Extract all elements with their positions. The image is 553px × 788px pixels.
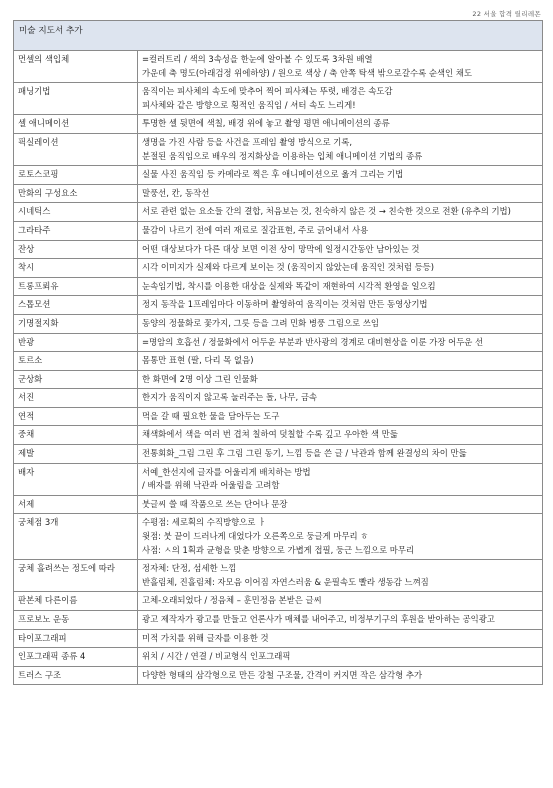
definition-line: 움직이는 피사체의 속도에 맞추어 찍어 피사체는 뚜렷, 배경은 속도감 [142, 86, 393, 97]
definition-line: 가운데 축 명도(아래검정 위에하양) / 원으로 색상 / 축 안쪽 탁색 밖으로갈수록 순색인 채도 [142, 67, 472, 78]
definition-line: 붓글씨 쓸 때 작품으로 쓰는 단어나 문장 [142, 498, 288, 509]
definition-line: 동양의 정물화로 꽃가지, 그릇 등을 그려 민화 병풍 그림으로 쓰임 [142, 317, 379, 328]
table-row [14, 277, 543, 296]
term-cell: 패닝기법 [14, 83, 138, 115]
table-row [14, 203, 543, 222]
definition-line: 몸통만 표현 (팔, 다리 목 없음) [142, 355, 254, 366]
definition-cell [138, 259, 543, 278]
table-body [14, 51, 543, 685]
definition-line: 사점: ㅅ의 1획과 균형을 맞춘 방향으로 가볍게 접필, 둥근 느낌으로 마무리 [142, 544, 415, 555]
term-cell: 판본체 다른이름 [14, 592, 138, 611]
table-row [14, 133, 543, 165]
table-row [14, 407, 543, 426]
definition-cell [138, 296, 543, 315]
definition-cell [138, 514, 543, 560]
table-row [14, 514, 543, 560]
definition-line: 한지가 움직이지 않고록 눌러주는 돌, 나무, 금속 [142, 392, 318, 403]
definition-line: 정지 동작을 1프레임마다 이동하며 촬영하여 움직이는 것처럼 만든 동영상기법 [142, 299, 428, 310]
term-cell: 기명절지화 [14, 314, 138, 333]
table-title: 미술 지도서 추가 [14, 21, 543, 51]
table-row [14, 83, 543, 115]
definition-line: 전통회화_그림 그린 후 그림 그린 동기, 느낌 등을 쓴 글 / 낙관과 함께 완결성의 차이 만듦 [142, 448, 467, 459]
art-terms-table [13, 20, 543, 685]
table-row [14, 495, 543, 514]
definition-line: 시각 이미지가 실제와 다르게 보이는 것 (움직이지 않았는데 움직인 것처럼 등등) [142, 262, 435, 273]
table-row [14, 166, 543, 185]
table-row [14, 648, 543, 667]
definition-line: / 배자를 위해 낙관과 어울림을 고려함 [142, 480, 280, 491]
definition-line: 실물 사진 움직임 등 카메라로 찍은 후 애니메이션으로 옮겨 그리는 기법 [142, 169, 404, 180]
term-cell: 궁체점 3개 [14, 514, 138, 560]
table-row [14, 240, 543, 259]
table-row [14, 560, 543, 592]
definition-line: 수평점: 세로획의 수직방향으로 ㅏ [142, 517, 267, 528]
definition-line: 말풍선, 칸, 동작선 [142, 187, 210, 198]
definition-line: 고체-오래되었다 / 정음체 – 훈민정음 본받은 글씨 [142, 595, 322, 606]
term-cell: 착시 [14, 259, 138, 278]
term-cell: 토르소 [14, 352, 138, 371]
definition-cell [138, 629, 543, 648]
definition-line: 채색화에서 색을 여러 번 겹쳐 칠하여 덧칠할 수록 깊고 우아한 색 만듦 [142, 429, 398, 440]
definition-cell [138, 166, 543, 185]
term-cell: 먼셀의 색입체 [14, 51, 138, 83]
table-row [14, 51, 543, 83]
definition-line: 피사체와 같은 방향으로 횡적인 움직임 / 셔터 속도 느리게! [142, 99, 356, 110]
table-row [14, 352, 543, 371]
term-cell: 만화의 구성요소 [14, 184, 138, 203]
definition-cell [138, 426, 543, 445]
definition-cell [138, 240, 543, 259]
table-row [14, 221, 543, 240]
table-header-row [14, 21, 543, 51]
definition-cell [138, 495, 543, 514]
definition-cell [138, 115, 543, 134]
definition-line: =컬러트리 / 색의 3속성을 한눈에 알아볼 수 있도록 3차원 배열 [142, 54, 373, 64]
definition-cell [138, 133, 543, 165]
definition-cell [138, 611, 543, 630]
definition-line: 분절된 움직임으로 배우의 정지화상을 이용하는 입체 애니메이션 기법의 종류 [142, 150, 423, 161]
table-row [14, 389, 543, 408]
definition-cell [138, 184, 543, 203]
term-cell: 연적 [14, 407, 138, 426]
definition-cell [138, 407, 543, 426]
definition-line: 위치 / 시간 / 연결 / 비교형식 인포그래픽 [142, 651, 291, 662]
definition-line: 투명한 셀 뒷면에 색칠, 배경 위에 놓고 촬영 평면 애니메이션의 종류 [142, 118, 390, 129]
term-cell: 서제 [14, 495, 138, 514]
term-cell: 트러스 구조 [14, 666, 138, 685]
definition-line: 다양한 형태의 삼각형으로 만든 강철 구조물, 간격이 커지면 작은 삼각형 추가 [142, 669, 423, 680]
definition-cell [138, 51, 543, 83]
definition-line: 정자체: 단정, 섬세한 느낌 [142, 563, 237, 574]
page-header-label: 22 서울 합격 릴리레몬 [472, 10, 541, 18]
term-cell: 타이포그래피 [14, 629, 138, 648]
term-cell: 궁체 흘려쓰는 정도에 따라 [14, 560, 138, 592]
definition-cell [138, 560, 543, 592]
definition-cell [138, 83, 543, 115]
definition-cell [138, 666, 543, 685]
term-cell: 잔상 [14, 240, 138, 259]
definition-cell [138, 277, 543, 296]
term-cell: 군상화 [14, 370, 138, 389]
table-row [14, 592, 543, 611]
term-cell: 그라타주 [14, 221, 138, 240]
table-row [14, 296, 543, 315]
term-cell: 픽실레이션 [14, 133, 138, 165]
definition-cell [138, 203, 543, 222]
definition-cell [138, 389, 543, 408]
term-cell: 시네틱스 [14, 203, 138, 222]
table-row [14, 314, 543, 333]
definition-line: =명암의 호흡선 / 정물화에서 어두운 부분과 반사광의 경계로 대비현상을 이룬 가장 어두운 선 [142, 336, 484, 347]
definition-line: 광고 제작자가 광고를 만들고 언론사가 매체를 내어주고, 비정부기구의 후원을 받아하는 공익광고 [142, 614, 495, 624]
term-cell: 제발 [14, 445, 138, 464]
definition-line: 눈속임기법, 착시를 이용한 대상을 실제와 똑같이 재현하여 시각적 환영을 일으킴 [142, 280, 436, 291]
definition-cell [138, 445, 543, 464]
term-cell: 스톱모션 [14, 296, 138, 315]
definition-cell [138, 463, 543, 495]
definition-cell [138, 221, 543, 240]
term-cell: 인포그래픽 종류 4 [14, 648, 138, 667]
definition-line: 한 화면에 2명 이상 그린 인물화 [142, 373, 258, 384]
definition-line: 물감이 나르기 전에 여러 재료로 질감표현, 주로 긁어내서 사용 [142, 224, 369, 235]
definition-cell [138, 333, 543, 352]
term-cell: 중채 [14, 426, 138, 445]
definition-line: 반흘림체, 진흘림체: 자모음 이어짐 자연스러움 & 운필속도 빨라 생동감 느껴짐 [142, 576, 429, 587]
definition-line: 윗점: 붓 끝이 드러나게 대었다가 오른쪽으로 둥글게 마무리 ㅎ [142, 531, 369, 542]
definition-line: 먹을 갈 때 필요한 물을 담아두는 도구 [142, 410, 280, 421]
table-row [14, 463, 543, 495]
table-row [14, 666, 543, 685]
term-cell: 반광 [14, 333, 138, 352]
term-cell: 트롱프뢰유 [14, 277, 138, 296]
table-row [14, 445, 543, 464]
definition-line: 생명을 가진 사람 등을 사건을 프레임 촬영 방식으로 기록, [142, 136, 353, 147]
definition-cell [138, 352, 543, 371]
table-row [14, 611, 543, 630]
definition-line: 어떤 대상보다가 다른 대상 보면 이전 상이 망막에 일정시간동안 남아있는 것 [142, 243, 420, 254]
table-row [14, 629, 543, 648]
definition-line: 미적 가치를 위해 글자를 이용한 것 [142, 632, 269, 643]
term-cell: 셀 애니메이션 [14, 115, 138, 134]
definition-line: 서예_한선지에 글자를 어울리게 배치하는 방법 [142, 466, 311, 477]
definition-cell [138, 592, 543, 611]
definition-cell [138, 648, 543, 667]
term-cell: 프로보노 운동 [14, 611, 138, 630]
term-cell: 서진 [14, 389, 138, 408]
table-row [14, 184, 543, 203]
definition-cell [138, 314, 543, 333]
term-cell: 로토스코핑 [14, 166, 138, 185]
table-row [14, 426, 543, 445]
table-row [14, 115, 543, 134]
table-row [14, 370, 543, 389]
table-row [14, 259, 543, 278]
table-row [14, 333, 543, 352]
definition-line: 서로 관련 없는 요소들 간의 결합, 처음보는 것, 친숙하지 않은 것 → 친숙한 것으로 전환 (유추의 기법) [142, 206, 511, 217]
definition-cell [138, 370, 543, 389]
term-cell: 배자 [14, 463, 138, 495]
